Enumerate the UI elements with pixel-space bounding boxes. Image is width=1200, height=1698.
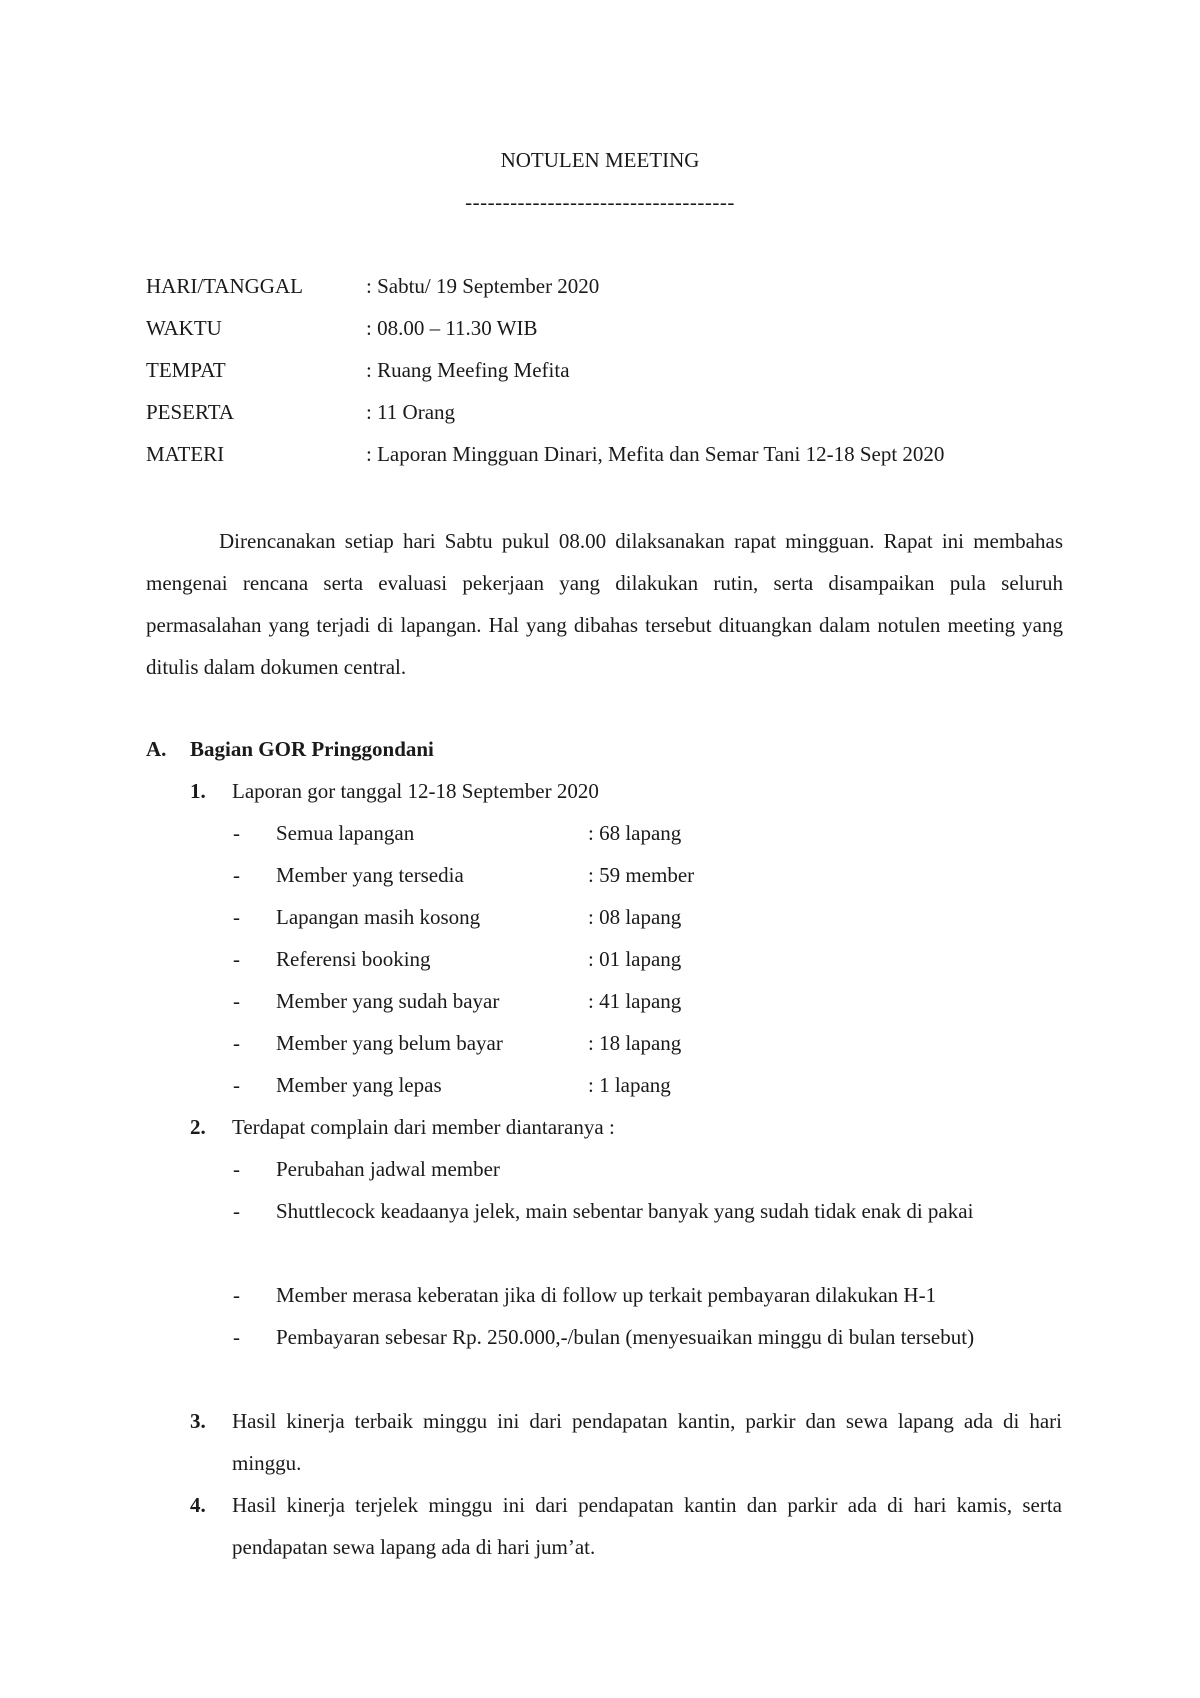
item-text: Hasil kinerja terbaik minggu ini dari pendapatan kantin, parkir dan sewa lapang ada di hari minggu. [232,1409,1062,1475]
item-number: 3. [190,1409,206,1433]
bullet-text: Perubahan jadwal member [276,1157,500,1181]
detail-value: : 08 lapang [588,905,682,929]
bullet-text: Member merasa keberatan jika di follow up terkait pembayaran dilakukan H-1 [276,1283,937,1307]
detail-value: : 59 member [588,863,695,887]
dash-marker: - [233,1325,240,1349]
info-label-participants: PESERTA [146,400,235,424]
info-value-participants: : 11 Orang [366,400,456,424]
detail-label: Member yang tersedia [276,863,464,887]
bullet-text: Pembayaran sebesar Rp. 250.000,-/bulan (menyesuaikan minggu di bulan tersebut) [276,1325,975,1349]
detail-label: Semua lapangan [276,821,415,845]
dash-marker: - [233,905,240,929]
detail-label: Member yang belum bayar [276,1031,503,1055]
dash-marker: - [233,989,240,1013]
dash-marker: - [233,863,240,887]
item-number: 2. [190,1115,206,1139]
section-letter: A. [146,737,167,761]
info-label-time: WAKTU [146,316,222,340]
item-number: 4. [190,1493,206,1517]
detail-value: : 68 lapang [588,821,682,845]
dash-marker: - [233,821,240,845]
info-label-topic: MATERI [146,442,225,466]
info-value-date: : Sabtu/ 19 September 2020 [366,274,600,298]
info-value-place: : Ruang Meefing Mefita [366,358,570,382]
dash-marker: - [233,947,240,971]
detail-value: : 1 lapang [588,1073,671,1097]
detail-label: Referensi booking [276,947,431,971]
intro-paragraph: Direncanakan setiap hari Sabtu pukul 08.00 dilaksanakan rapat mingguan. Rapat ini membahas mengenai rencana serta evaluasi pekerjaan yang dilakukan rutin, serta disampaikan pula seluruh permasalahan yang terjadi di lapangan. Hal yang dibahas tersebut dituangkan dalam notulen meeting yang ditulis dalam dokumen central. [146,529,1063,679]
info-label-place: TEMPAT [146,358,226,382]
bullet-text: Shuttlecock keadaanya jelek, main sebentar banyak yang sudah tidak enak di pakai [276,1199,974,1223]
item-text: Terdapat complain dari member diantaranya : [232,1115,615,1139]
detail-label: Member yang lepas [276,1073,442,1097]
item-text: Laporan gor tanggal 12-18 September 2020 [232,779,599,803]
dash-marker: - [233,1157,240,1181]
dash-marker: - [233,1199,240,1223]
section-title: Bagian GOR Pringgondani [190,737,434,761]
info-label-date: HARI/TANGGAL [146,274,303,298]
title-divider: ------------------------------------ [465,190,735,214]
dash-marker: - [233,1283,240,1307]
detail-label: Lapangan masih kosong [276,905,481,929]
detail-value: : 18 lapang [588,1031,682,1055]
dash-marker: - [233,1031,240,1055]
info-value-time: : 08.00 – 11.30 WIB [366,316,538,340]
detail-label: Member yang sudah bayar [276,989,500,1013]
document-title: NOTULEN MEETING [500,148,700,172]
detail-value: : 01 lapang [588,947,682,971]
item-number: 1. [190,779,206,803]
info-value-topic: : Laporan Mingguan Dinari, Mefita dan Semar Tani 12-18 Sept 2020 [366,442,945,466]
detail-value: : 41 lapang [588,989,682,1013]
item-text: Hasil kinerja terjelek minggu ini dari pendapatan kantin dan parkir ada di hari kamis, serta pendapatan sewa lapang ada di hari jum’at. [232,1493,1062,1559]
dash-marker: - [233,1073,240,1097]
